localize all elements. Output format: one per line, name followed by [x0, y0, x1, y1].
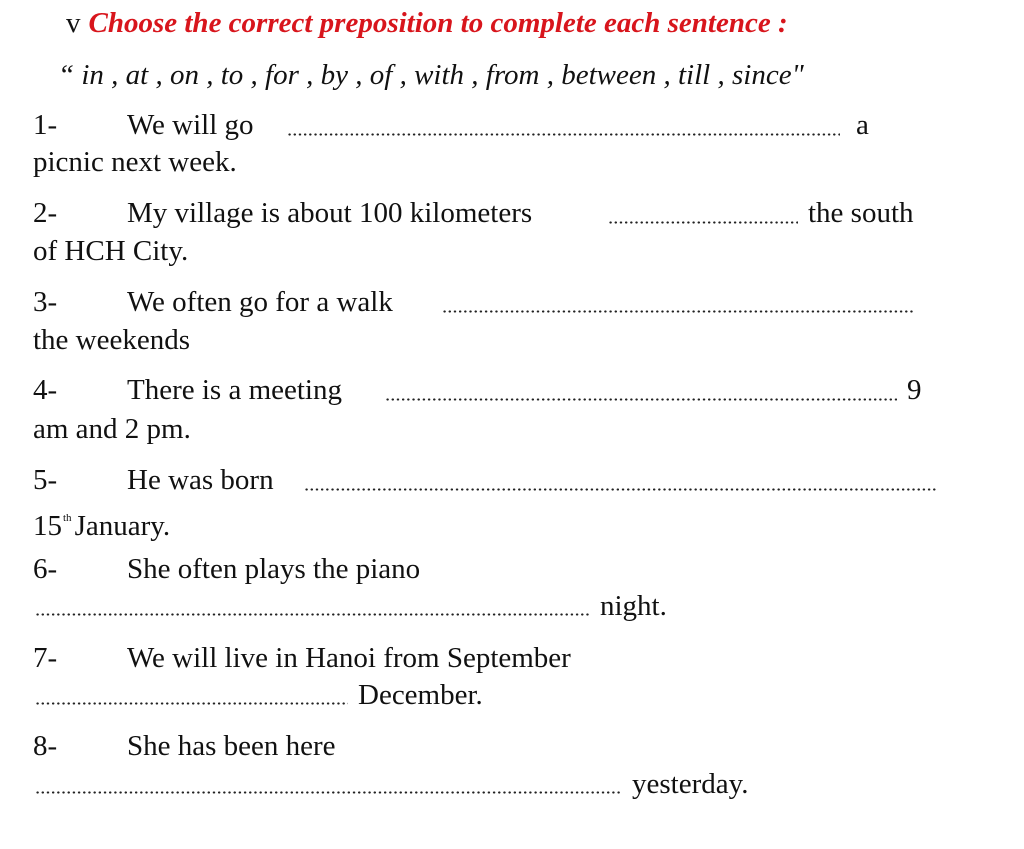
- question-text: She often plays the piano: [127, 553, 421, 585]
- question-continuation: night.: [600, 590, 667, 622]
- question-number: 7-: [33, 642, 58, 674]
- question-number: 1-: [33, 109, 58, 141]
- question-text: We often go for a walk: [127, 286, 393, 318]
- question-continuation: [33, 501, 170, 543]
- date-day: 15: [33, 510, 62, 542]
- exercise-marker: v: [66, 7, 81, 39]
- question-continuation: December.: [358, 679, 483, 711]
- question-number: 5-: [33, 464, 58, 496]
- question-text: We will go: [127, 109, 254, 141]
- question-number: 6-: [33, 553, 58, 585]
- answer-blank[interactable]: [442, 310, 914, 313]
- question-number: 3-: [33, 286, 58, 318]
- question-text: She has been here: [127, 730, 336, 762]
- preposition-word-list: “ in , at , on , to , for , by , of , with , from , between , till , since": [58, 59, 804, 91]
- question-text-after: the south: [808, 197, 914, 229]
- date-ordinal: th: [63, 512, 72, 524]
- question-continuation: am and 2 pm.: [33, 413, 191, 445]
- exercise-title: Choose the correct preposition to complete each sentence :: [88, 7, 788, 39]
- question-text-after: 9: [907, 374, 922, 406]
- question-continuation: the weekends: [33, 324, 191, 356]
- question-number: 2-: [33, 197, 58, 229]
- question-number: 8-: [33, 730, 58, 762]
- question-continuation: picnic next week.: [33, 146, 237, 178]
- question-continuation: yesterday.: [632, 768, 749, 800]
- question-text: My village is about 100 kilometers: [127, 197, 533, 229]
- question-text-after: a: [856, 109, 869, 141]
- answer-blank[interactable]: [35, 702, 348, 705]
- question-continuation: of HCH City.: [33, 235, 189, 267]
- answer-blank[interactable]: [304, 488, 936, 491]
- exercise-heading: [66, 6, 788, 40]
- answer-blank[interactable]: [385, 398, 897, 401]
- question-number: 4-: [33, 374, 58, 406]
- answer-blank[interactable]: [35, 613, 590, 616]
- date-month: January.: [74, 510, 171, 542]
- answer-blank[interactable]: [35, 791, 621, 794]
- question-text: There is a meeting: [127, 374, 342, 406]
- question-text: He was born: [127, 464, 274, 496]
- question-text: We will live in Hanoi from September: [127, 642, 571, 674]
- answer-blank[interactable]: [608, 221, 798, 224]
- answer-blank[interactable]: [287, 133, 840, 136]
